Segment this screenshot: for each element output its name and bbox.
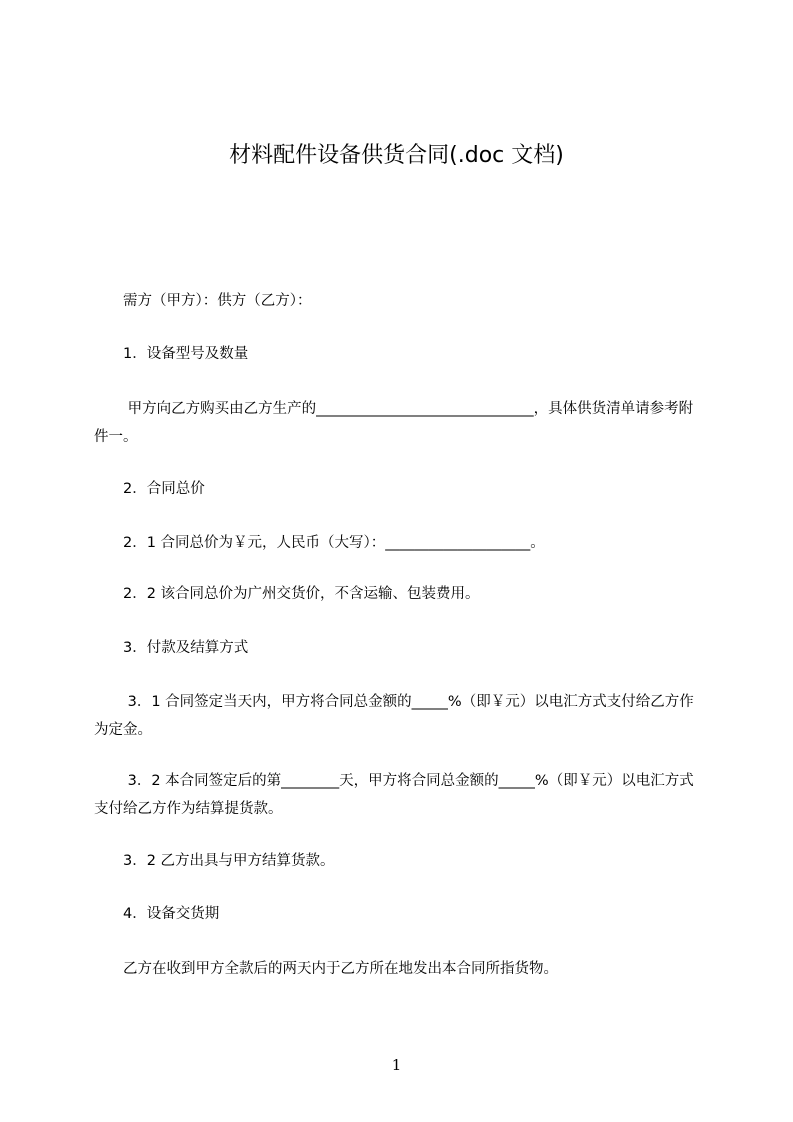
paragraph-4: 乙方在收到甲方全款后的两天内于乙方所在地发出本合同所指货物。 — [94, 961, 558, 977]
section-heading-3: 3．付款及结算方式 — [94, 640, 249, 656]
document-title: 材料配件设备供货合同(.doc 文档) — [229, 143, 564, 168]
paragraph-2-2: 2．2 该合同总价为广州交货价，不含运输、包装费用。 — [94, 586, 480, 602]
section-heading-1: 1．设备型号及数量 — [94, 346, 249, 362]
paragraph-3-2: 3．2 本合同签定后的第________天，甲方将合同总金额的_____%（即￥元）以电汇方式支付给乙方作为结算提货款。 — [94, 773, 694, 817]
paragraph-3-1: 3．1 合同签定当天内，甲方将合同总金额的_____%（即￥元）以电汇方式支付给乙方作为定金。 — [94, 694, 694, 738]
parties-line: 需方（甲方）：供方（乙方）： — [94, 293, 312, 309]
page-number: 1 — [391, 1056, 402, 1074]
paragraph-2-1: 2．1 合同总价为￥元，人民币（大写）：____________________。 — [94, 535, 545, 551]
section-heading-4: 4．设备交货期 — [94, 906, 220, 922]
paragraph-3-2b: 3．2 乙方出具与甲方结算货款。 — [94, 853, 335, 869]
section-heading-2: 2．合同总价 — [94, 481, 205, 497]
paragraph-1: 甲方向乙方购买由乙方生产的______________________________，具体供货清单请参考附件一。 — [94, 401, 694, 445]
